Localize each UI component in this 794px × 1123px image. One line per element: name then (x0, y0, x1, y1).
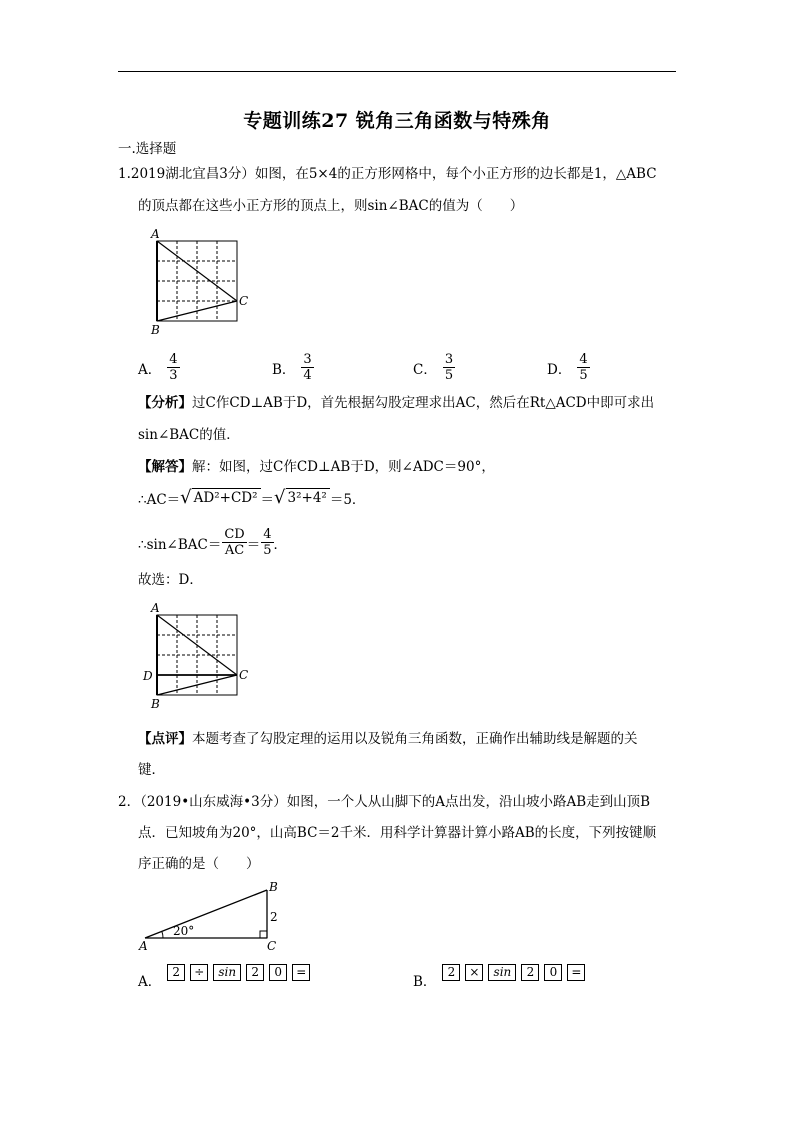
q2-line1: 2．（2019•山东威海•3分）如图，一个人从山脚下的A点出发，沿山坡小路AB走到山顶B (118, 794, 651, 810)
q1-option-c[interactable]: C． $\frac{3}{5}$ (413, 352, 454, 383)
key-multiply: × (465, 964, 483, 981)
q1-analysis-line1: 【分析】过C作CD⊥AB于D，首先根据勾股定理求出AC，然后在Rt△ACD中即可求出 (138, 395, 655, 411)
fig2-label-a: A (151, 601, 160, 615)
q1-solution-ac: ∴AC＝ √ AD²+CD² ＝ √ 3²+4² ＝5． (138, 487, 366, 508)
q1-option-a[interactable]: A． $\frac{4}{3}$ (138, 352, 178, 383)
q2-line2: 点．已知坡角为20°，山高BC＝2千米．用科学计算器计算小路AB的长度，下列按键顺 (138, 825, 657, 841)
q1-analysis-line2: sin∠BAC的值． (138, 427, 240, 443)
key-2: 2 (246, 964, 264, 981)
q2-height-label: 2 (270, 910, 278, 924)
q2-option-a[interactable]: A． 2 ÷ sin 2 0 = (138, 970, 315, 990)
key-2: 2 (521, 964, 539, 981)
fig1-label-a: A (151, 227, 160, 241)
key-sin: sin (213, 964, 241, 981)
q1-line1: 1.2019湖北宜昌3分）如图，在5×4的正方形网格中，每个小正方形的边长都是1，△ABC (118, 166, 657, 182)
q1-grid-figure (140, 226, 260, 338)
fig2-label-d: D (143, 669, 153, 683)
q1-solution-figure (140, 600, 260, 712)
q1-comment-line2: 键． (138, 762, 165, 778)
q1-option-d[interactable]: D． $\frac{4}{5}$ (547, 352, 588, 383)
q1-line2: 的顶点都在这些小正方形的顶点上，则sin∠BAC的值为（ ） (138, 198, 524, 214)
fig1-label-b: B (151, 323, 160, 337)
key-0: 0 (269, 964, 287, 981)
q1-solution-sin: ∴sin∠BAC＝ $\frac{CD}{AC}$ ＝ $\frac{4}{5}$ ． (138, 527, 287, 558)
q1-solution-line1: 【解答】解：如图，过C作CD⊥AB于D，则∠ADC＝90°， (138, 459, 495, 475)
key-sin: sin (488, 964, 516, 981)
q2-option-b[interactable]: B． 2 × sin 2 0 = (413, 970, 590, 990)
fig1-label-c: C (239, 294, 249, 308)
q2-slope-figure (135, 876, 295, 954)
section-heading: 一.选择题 (118, 141, 177, 157)
fig2-label-c: C (239, 668, 249, 682)
q2-label-c: C (267, 939, 277, 953)
q2-label-a: A (139, 939, 148, 953)
q1-comment-line1: 【点评】本题考查了勾股定理的运用以及锐角三角函数，正确作出辅助线是解题的关 (138, 731, 638, 747)
page-title: 专题训练27 锐角三角函数与特殊角 (243, 110, 551, 132)
q2-line3: 序正确的是（ ） (138, 856, 260, 872)
q2-angle-label: 20° (173, 924, 195, 938)
key-2: 2 (167, 964, 185, 981)
key-2: 2 (442, 964, 460, 981)
key-0: 0 (544, 964, 562, 981)
q1-option-b[interactable]: B． $\frac{3}{4}$ (272, 352, 312, 383)
header-rule (118, 71, 676, 72)
key-equals: = (567, 964, 585, 981)
q2-label-b: B (269, 880, 278, 894)
fig2-label-b: B (151, 697, 160, 711)
key-equals: = (292, 964, 310, 981)
key-divide: ÷ (190, 964, 208, 981)
q1-choose: 故选：D． (138, 572, 203, 588)
